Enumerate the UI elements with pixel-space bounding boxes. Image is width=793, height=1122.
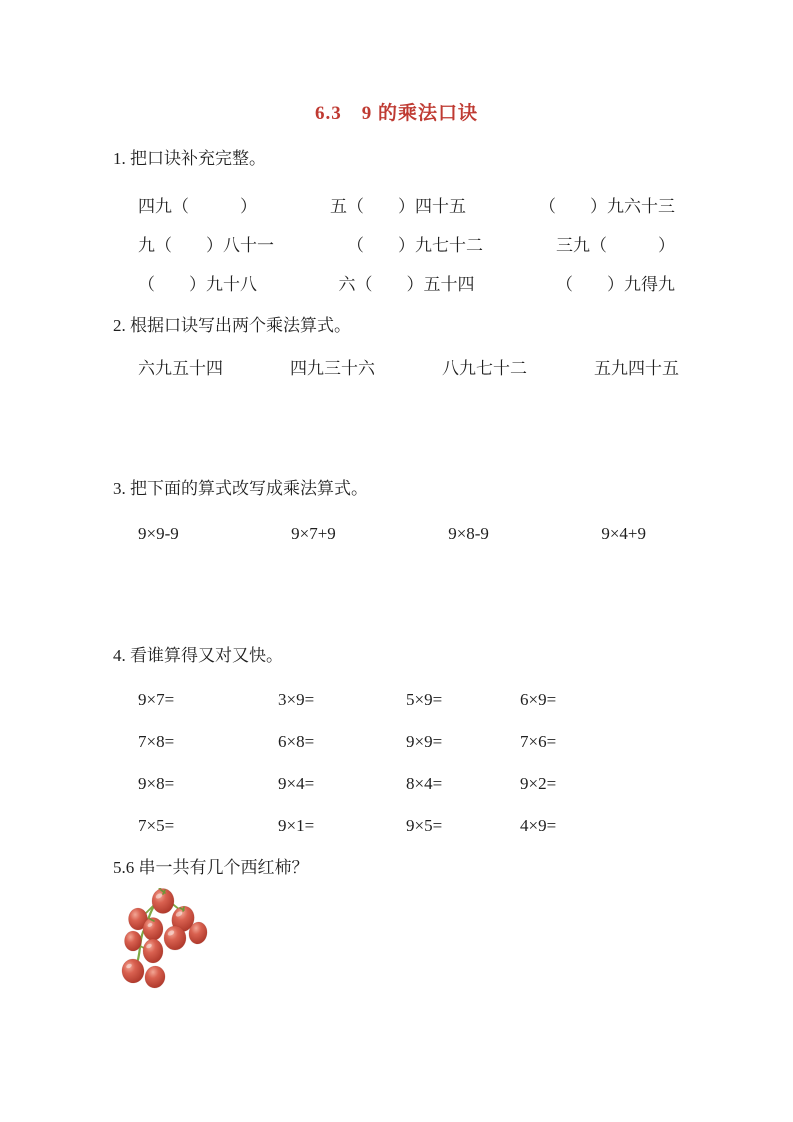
rhyme-blank-cell: 四九（ ） [138, 197, 257, 216]
rhyme-phrase: 四九三十六 [290, 359, 375, 378]
section-4 [113, 645, 703, 837]
rewrite-expression-row [138, 523, 646, 545]
calc-problem: 9×7= [138, 690, 175, 709]
rhyme-blank-cell: 五（ ）四十五 [330, 197, 466, 216]
rewrite-expression: 9×9-9 [138, 524, 179, 543]
tomato-cluster-image [120, 888, 212, 992]
calc-problem: 6×8= [278, 732, 315, 751]
rhyme-blank-cell: （ ）九十八 [138, 275, 257, 294]
section-5 [113, 857, 703, 992]
section-2 [113, 315, 703, 380]
section-2-heading: 2. 根据口诀写出两个乘法算式。 [113, 316, 351, 335]
calc-row [138, 815, 598, 837]
rhyme-blank-cell: （ ）九六十三 [539, 197, 675, 216]
rhyme-phrase-row [138, 358, 679, 380]
calc-problem: 7×5= [138, 816, 175, 835]
rhyme-blank-cell: 九（ ）八十一 [138, 236, 274, 255]
calc-problem: 5×9= [406, 690, 443, 709]
calc-problem: 3×9= [278, 690, 315, 709]
section-5-heading: 5.6 串一共有几个西红柿？ [113, 858, 309, 877]
calc-problem: 9×4= [278, 774, 315, 793]
section-1-heading: 1. 把口诀补充完整。 [113, 149, 266, 168]
tomato-cluster-icon [120, 888, 212, 992]
section-3 [113, 478, 703, 545]
rhyme-phrase: 八九七十二 [442, 359, 527, 378]
rhyme-phrase: 六九五十四 [138, 359, 223, 378]
calc-problem: 9×9= [406, 732, 443, 751]
section-4-heading: 4. 看谁算得又对又快。 [113, 646, 283, 665]
calc-row [138, 773, 598, 795]
calc-row [138, 731, 598, 753]
rhyme-row [138, 235, 675, 257]
worksheet-content [0, 148, 793, 992]
rhyme-phrase: 五九四十五 [594, 359, 679, 378]
section-1 [113, 148, 703, 296]
rhyme-row [138, 196, 675, 218]
rhyme-blank-cell: 三九（ ） [556, 236, 675, 255]
rhyme-blank-cell: 六（ ）五十四 [338, 275, 475, 294]
calc-problem: 7×8= [138, 732, 175, 751]
rhyme-row [138, 274, 675, 296]
rewrite-expression: 9×4+9 [601, 524, 646, 543]
rewrite-expression: 9×8-9 [448, 524, 489, 543]
calc-problem: 9×1= [278, 816, 315, 835]
calc-problem: 9×8= [138, 774, 175, 793]
calc-problem: 4×9= [520, 816, 557, 835]
section-3-heading: 3. 把下面的算式改写成乘法算式。 [113, 479, 368, 498]
calc-problem: 9×5= [406, 816, 443, 835]
rhyme-blank-cell: （ ）九得九 [556, 275, 675, 294]
calc-problem: 9×2= [520, 774, 557, 793]
calc-row [138, 689, 598, 711]
calc-problem: 6×9= [520, 690, 557, 709]
rewrite-expression: 9×7+9 [291, 524, 336, 543]
worksheet-title: 6.3 9 的乘法口诀 [314, 103, 478, 124]
rhyme-blank-cell: （ ）九七十二 [347, 236, 483, 255]
calc-problem: 8×4= [406, 774, 443, 793]
calc-problem: 7×6= [520, 732, 557, 751]
